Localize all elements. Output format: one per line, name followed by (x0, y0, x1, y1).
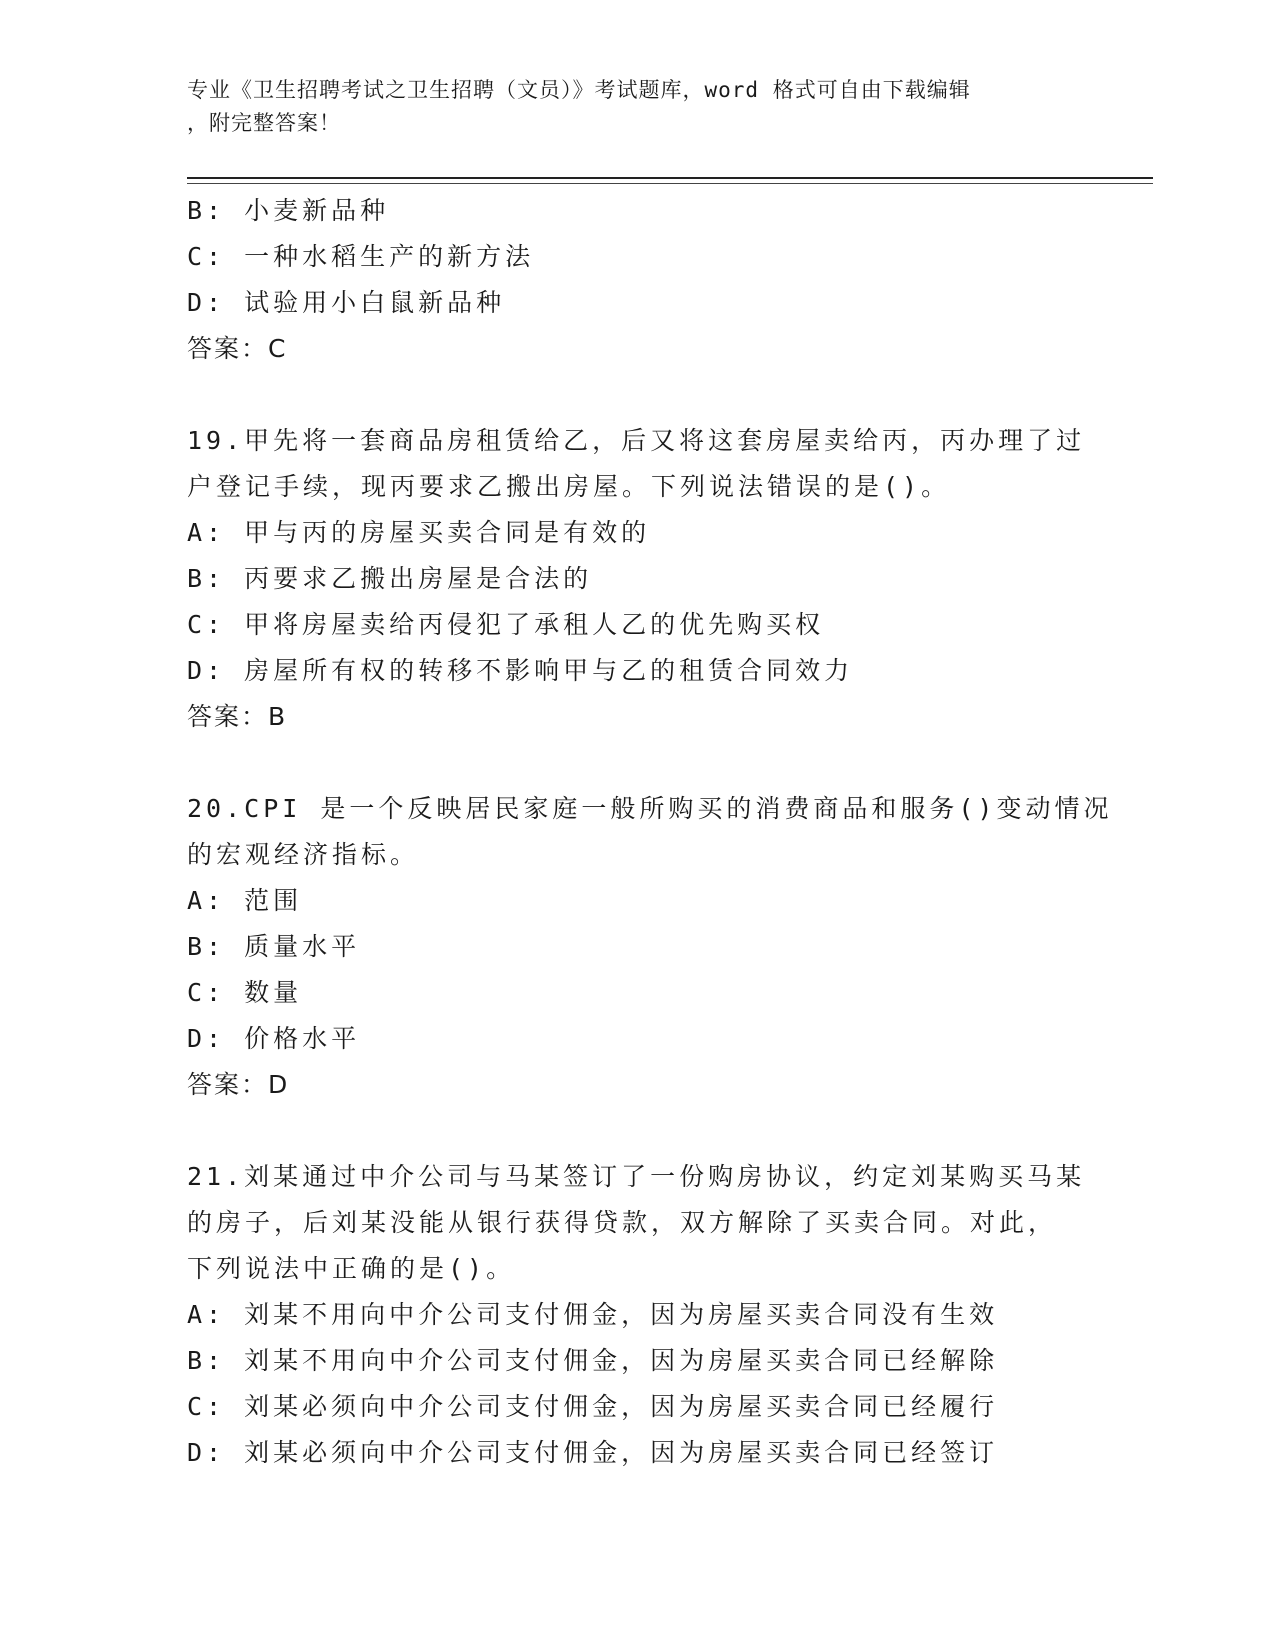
option-d: D: 价格水平 (187, 1024, 361, 1053)
option-d: D: 试验用小白鼠新品种 (187, 288, 506, 317)
option-d: D: 房屋所有权的转移不影响甲与乙的租赁合同效力 (187, 656, 854, 685)
question-18 (187, 188, 1087, 372)
option-b: B: 质量水平 (187, 932, 361, 961)
question-21 (187, 1154, 1087, 1476)
question-text-line: 下列说法中正确的是()。 (187, 1254, 516, 1283)
option-c: C: 刘某必须向中介公司支付佣金，因为房屋买卖合同已经履行 (187, 1392, 999, 1421)
document-header (187, 74, 1067, 140)
question-text-line: 20.CPI 是一个反映居民家庭一般所购买的消费商品和服务()变动情况 (187, 794, 1113, 823)
option-a: A: 刘某不用向中介公司支付佣金，因为房屋买卖合同没有生效 (187, 1300, 999, 1329)
option-b: B: 小麦新品种 (187, 196, 390, 225)
header-divider-thin (187, 183, 1153, 184)
question-text-line: 的房子，后刘某没能从银行获得贷款，双方解除了买卖合同。对此， (187, 1208, 1058, 1237)
option-b: B: 刘某不用向中介公司支付佣金，因为房屋买卖合同已经解除 (187, 1346, 999, 1375)
option-c: C: 一种水稻生产的新方法 (187, 242, 535, 271)
option-c: C: 数量 (187, 978, 303, 1007)
question-text-line: 户登记手续，现丙要求乙搬出房屋。下列说法错误的是()。 (187, 472, 951, 501)
header-line-1: 专业《卫生招聘考试之卫生招聘（文员）》考试题库，word 格式可自由下载编辑 (187, 78, 971, 102)
question-text-line: 21.刘某通过中介公司与马某签订了一份购房协议，约定刘某购买马某 (187, 1162, 1086, 1191)
question-20 (187, 786, 1113, 1108)
header-divider-thick (187, 177, 1153, 179)
question-text-line: 的宏观经济指标。 (187, 840, 420, 869)
answer: 答案：B (187, 702, 288, 731)
option-c: C: 甲将房屋卖给丙侵犯了承租人乙的优先购买权 (187, 610, 825, 639)
option-b: B: 丙要求乙搬出房屋是合法的 (187, 564, 593, 593)
option-a: A: 范围 (187, 886, 303, 915)
option-a: A: 甲与丙的房屋买卖合同是有效的 (187, 518, 651, 547)
question-list (187, 188, 1113, 1476)
answer: 答案：C (187, 334, 288, 363)
answer: 答案：D (187, 1070, 290, 1099)
question-19 (187, 418, 1087, 740)
option-d: D: 刘某必须向中介公司支付佣金，因为房屋买卖合同已经签订 (187, 1438, 999, 1467)
header-line-2: ，附完整答案！ (187, 111, 341, 135)
question-text-line: 19.甲先将一套商品房租赁给乙，后又将这套房屋卖给丙，丙办理了过 (187, 426, 1086, 455)
